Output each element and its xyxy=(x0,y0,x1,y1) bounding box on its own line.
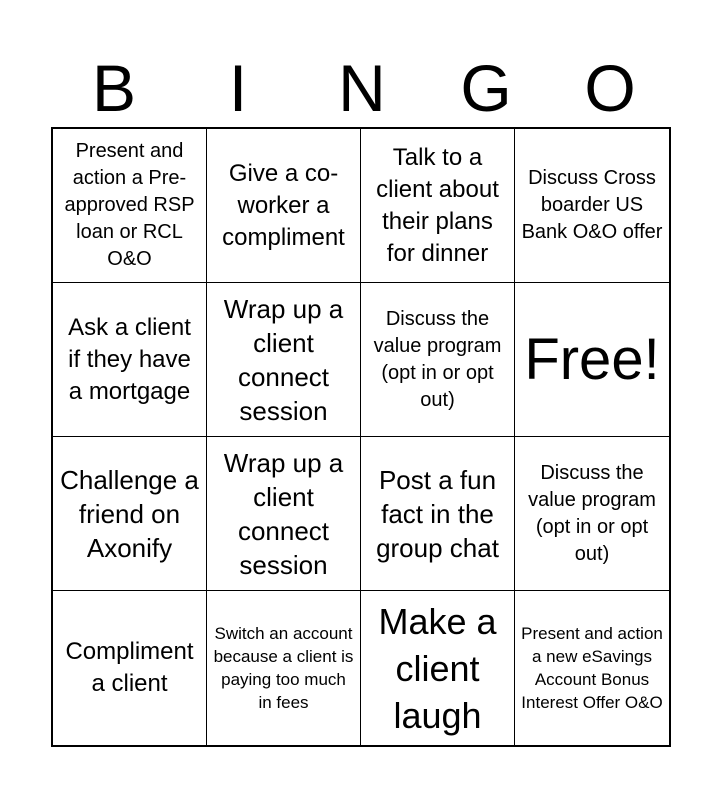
bingo-cell[interactable] xyxy=(207,129,361,283)
bingo-cell[interactable] xyxy=(53,437,207,591)
bingo-board xyxy=(51,127,671,747)
cell-text: Discuss the value program (opt in or opt out) xyxy=(373,307,502,411)
header-letter-o: O xyxy=(584,51,636,125)
cell-text: Wrap up a client connect session xyxy=(223,447,344,580)
header-letter-b: B xyxy=(91,51,137,125)
bingo-cell[interactable] xyxy=(515,129,669,283)
bingo-cell[interactable] xyxy=(207,283,361,437)
cell-text: Give a co-worker a compliment xyxy=(222,159,345,251)
header-letter-g: G xyxy=(460,51,512,125)
cell-text: Present and action a new eSavings Account Bonus Interest Offer O&O xyxy=(521,624,663,712)
cell-text: Challenge a friend on Axonify xyxy=(60,464,199,563)
bingo-cell[interactable] xyxy=(361,591,515,745)
bingo-header xyxy=(52,48,672,128)
bingo-cell[interactable] xyxy=(515,591,669,745)
header-letter-i: I xyxy=(228,51,248,125)
header-letter-n: N xyxy=(338,51,386,125)
cell-text: Post a fun fact in the group chat xyxy=(376,464,499,563)
cell-text: Wrap up a client connect session xyxy=(223,293,344,426)
bingo-cell[interactable] xyxy=(207,591,361,745)
cell-text: Talk to a client about their plans for dinner xyxy=(376,143,499,267)
bingo-cell[interactable] xyxy=(361,283,515,437)
cell-text: Compliment a client xyxy=(65,638,194,697)
bingo-cell[interactable] xyxy=(361,129,515,283)
bingo-cell[interactable] xyxy=(53,283,207,437)
bingo-cell[interactable] xyxy=(207,437,361,591)
bingo-cell[interactable] xyxy=(361,437,515,591)
bingo-cell[interactable] xyxy=(53,129,207,283)
cell-text: Ask a client if they have a mortgage xyxy=(68,313,191,405)
cell-text: Switch an account because a client is paying too much in fees xyxy=(213,624,354,712)
cell-text: Present and action a Pre-approved RSP loan or RCL O&O xyxy=(64,140,195,270)
cell-text: Discuss the value program (opt in or opt out) xyxy=(528,461,656,565)
bingo-cell[interactable] xyxy=(53,591,207,745)
bingo-cell[interactable] xyxy=(515,437,669,591)
cell-text: Make a client laugh xyxy=(378,600,497,736)
free-space-cell[interactable] xyxy=(515,283,669,437)
cell-text: Discuss Cross boarder US Bank O&O offer xyxy=(521,167,663,243)
free-space-text: Free! xyxy=(524,326,660,392)
